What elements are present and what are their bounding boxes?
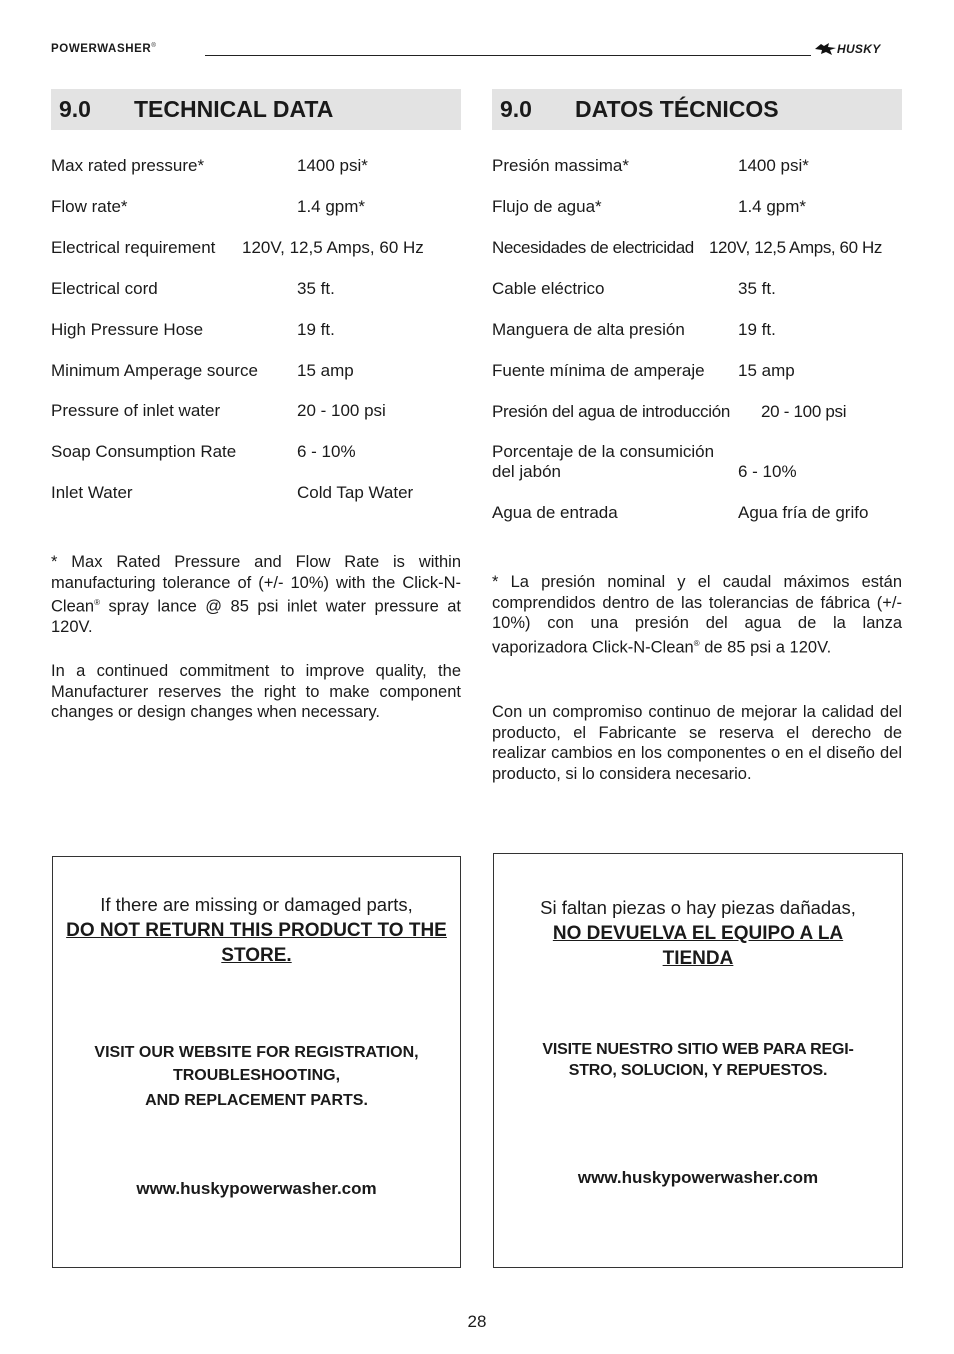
- spec-value: 15 amp: [738, 361, 795, 380]
- spec-value: 1400 psi*: [297, 156, 368, 175]
- notice-visit-line: STRO, SOLUCION, Y REPUESTOS.: [568, 1062, 828, 1079]
- spec-label: Minimum Amperage source: [51, 361, 258, 380]
- footnote-text: * Max Rated Pressure and Flow Rate is within manufacturing tolerance of (+/- 10%) with the Click-N-Clean: [51, 553, 461, 616]
- spec-row: [51, 442, 356, 462]
- spec-row: [492, 197, 807, 217]
- spec-label: Flow rate*: [51, 197, 128, 216]
- spec-label: Fuente mínima de amperaje: [492, 361, 705, 380]
- spec-row: [51, 197, 366, 217]
- spec-label: Electrical cord: [51, 279, 158, 298]
- spec-row: [492, 238, 882, 258]
- notice-visit: [68, 1041, 445, 1112]
- spec-value: Cold Tap Water: [297, 483, 414, 502]
- notice-visit: [509, 1039, 887, 1081]
- spec-label: Porcentaje de la consumición: [492, 442, 715, 461]
- spec-label: Pressure of inlet water: [51, 401, 221, 420]
- notice-intro: Si faltan piezas o hay piezas dañadas,: [540, 897, 856, 918]
- spec-value: 20 - 100 psi: [297, 401, 386, 420]
- notice-visit-line: VISIT OUR WEBSITE FOR REGISTRATION,: [94, 1044, 419, 1061]
- spec-row: [492, 279, 776, 299]
- spec-label: Manguera de alta presión: [492, 320, 685, 339]
- spec-label: Cable eléctrico: [492, 279, 605, 298]
- footnote-text: * La presión nominal y el caudal máximos están comprendidos dentro de las tolerancias de fábrica (+/- 10%) con una presión del agua de la lanza vaporizadora Click-N-Clean: [492, 573, 902, 656]
- spec-label: Electrical requirement: [51, 238, 216, 257]
- spec-row: [492, 402, 847, 422]
- spec-value: Agua fría de grifo: [738, 503, 869, 522]
- spec-row: [51, 361, 354, 381]
- spec-label: Max rated pressure*: [51, 156, 205, 175]
- spec-value: 19 ft.: [738, 320, 776, 339]
- notice-box-spanish: [493, 853, 903, 1268]
- spec-label: High Pressure Hose: [51, 320, 204, 339]
- footnote-text-end: de 85 psi a 120V.: [699, 638, 832, 656]
- spec-value: 35 ft.: [297, 279, 335, 298]
- spec-label: Inlet Water: [51, 483, 133, 502]
- registered-mark: ®: [94, 598, 101, 607]
- spec-value: 19 ft.: [297, 320, 335, 339]
- section-title: TECHNICAL DATA: [134, 96, 334, 122]
- footnote-spanish: [492, 572, 902, 658]
- spec-value: 35 ft.: [738, 279, 776, 298]
- section-header-spanish: [492, 89, 902, 130]
- spec-row: [51, 279, 335, 299]
- spec-value: 6 - 10%: [738, 462, 797, 481]
- spec-value: 6 - 10%: [297, 442, 356, 461]
- spec-value: 1.4 gpm*: [297, 197, 366, 216]
- section-title: DATOS TÉCNICOS: [575, 96, 779, 122]
- section-header-english: [51, 89, 461, 130]
- spec-row: [492, 361, 795, 381]
- spec-row: [51, 483, 414, 503]
- spec-row: [492, 462, 797, 482]
- spec-label: Presión del agua de introducción: [492, 402, 731, 421]
- spec-label: Flujo de agua*: [492, 197, 602, 216]
- website-url: www.huskypowerwasher.com: [136, 1179, 377, 1198]
- footnote-english: [51, 552, 461, 638]
- spec-value: 120V, 12,5 Amps, 60 Hz: [709, 238, 882, 257]
- footnote-text-end: spray lance @ 85 psi inlet water pressure at 120V.: [51, 597, 461, 636]
- notice-warning: DO NOT RETURN THIS PRODUCT TO THE STORE.: [66, 920, 447, 966]
- spec-value: 1.4 gpm*: [738, 197, 807, 216]
- spec-value: 20 - 100 psi: [761, 402, 847, 421]
- commitment-english: In a continued commitment to improve quality, the Manufacturer reserves the right to make component changes or design changes when necessary.: [51, 662, 461, 721]
- notice-warning: NO DEVUELVA EL EQUIPO A LA TIENDA: [552, 923, 844, 969]
- spec-row: [51, 401, 386, 421]
- spec-row: [492, 503, 869, 523]
- spec-row: [51, 156, 368, 176]
- spec-value: 1400 psi*: [738, 156, 809, 175]
- commitment-spanish: Con un compromiso continuo de mejorar la calidad del producto, el Fabricante se reserva el derecho de realizar cambios en los componentes o en el diseño del producto, si lo considera necesario.: [492, 703, 902, 783]
- spec-row: [51, 238, 424, 258]
- header-brand: [51, 43, 156, 55]
- registered-mark: ®: [693, 638, 700, 648]
- notice-intro: If there are missing or damaged parts,: [100, 894, 413, 915]
- spec-row: [492, 442, 714, 462]
- brand-registered-mark: ®: [151, 43, 157, 50]
- spec-label: Soap Consumption Rate: [51, 442, 237, 461]
- website-url: www.huskypowerwasher.com: [577, 1168, 819, 1187]
- spec-row: [492, 156, 809, 176]
- spec-label-continued: del jabón: [492, 462, 562, 481]
- husky-dog-icon: [815, 42, 837, 56]
- section-number: 9.0: [59, 96, 91, 122]
- notice-visit-line: VISITE NUESTRO SITIO WEB PARA REGI-: [542, 1041, 854, 1058]
- page-number: 28: [467, 1312, 487, 1331]
- husky-logo: [815, 42, 881, 56]
- notice-visit-line: TROUBLESHOOTING,: [172, 1067, 341, 1084]
- spec-value: 15 amp: [297, 361, 354, 380]
- spec-label: Presión massima*: [492, 156, 629, 175]
- logo-text: HUSKY: [837, 42, 881, 56]
- spec-row: [492, 320, 776, 340]
- brand-name: POWERWASHER: [51, 43, 152, 55]
- header-rule: [205, 55, 811, 56]
- notice-visit-line: AND REPLACEMENT PARTS.: [145, 1092, 368, 1109]
- spec-label: Agua de entrada: [492, 503, 618, 522]
- notice-box-english: [52, 856, 461, 1268]
- spec-label: Necesidades de electricidad: [492, 238, 694, 257]
- section-number: 9.0: [500, 96, 532, 122]
- spec-row: [51, 320, 335, 340]
- spec-value: 120V, 12,5 Amps, 60 Hz: [242, 238, 424, 257]
